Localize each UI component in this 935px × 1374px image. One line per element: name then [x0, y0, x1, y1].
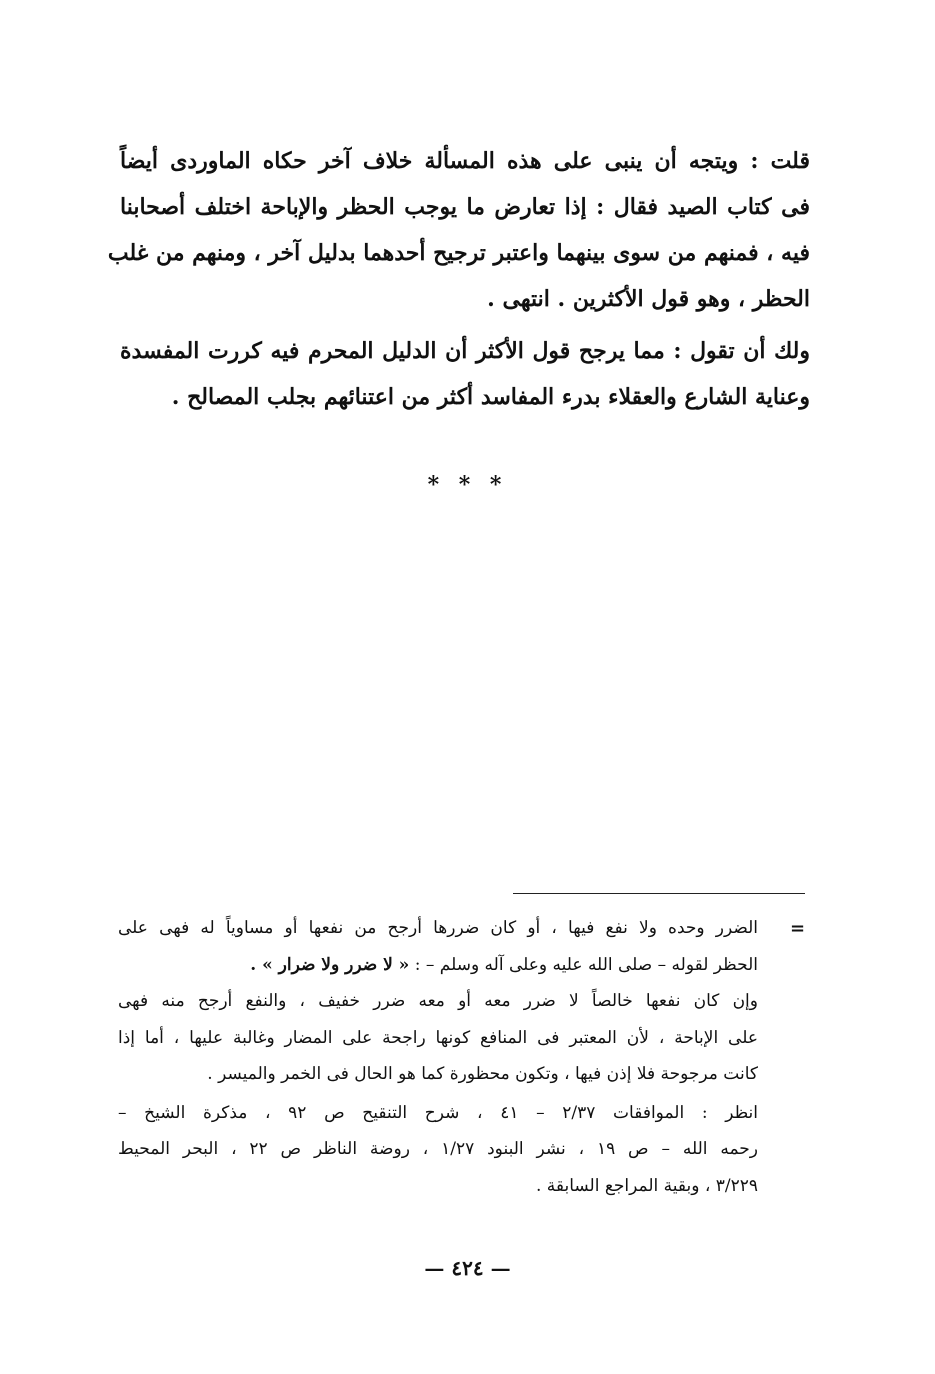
footnote-line: وإن كان نفعها خالصاً لا ضرر معه أو معه ضرر خفيف ، والنفع أرجح منه فهى — [118, 991, 758, 1011]
footnote-reference-line: ٣/٢٢٩ ، وبقية المراجع السابقة . — [535, 1175, 758, 1196]
footnote-line: كانت مرجوحة فلا إذن فيها ، وتكون محظورة كما هو الحال فى الخمر والميسر . — [207, 1064, 758, 1084]
paragraph-1 — [107, 138, 810, 322]
section-ornament: * * * — [427, 472, 508, 498]
text-line: قلت : ويتجه أن ينبى على هذه المسألة خلاف آخر حكاه الماوردى أيضاً — [120, 148, 810, 174]
text-line: ولك أن تقول : مما يرجح قول الأكثر أن الدليل المحرم فيه كررت المفسدة — [120, 338, 810, 364]
text-line: فيه ، فمنهم من سوى بينهما واعتبر ترجيح أحدهما بدليل آخر ، ومنهم من غلب — [107, 240, 810, 266]
page-number: — ٤٢٤ — — [424, 1256, 511, 1280]
footnote-line: على الإباحة ، لأن المعتبر فى المنافع كونها راجحة على المضار وغالبة عليها ، أما إذا — [118, 1027, 758, 1048]
footnote-divider — [513, 893, 805, 894]
footnote-text: الحظر لقوله – صلى الله عليه وعلى آله وسلم – : — [414, 954, 758, 975]
footnote-reference-line: رحمه الله – ص ١٩ ، نشر البنود ١/٢٧ ، روضة الناظر ص ٢٢ ، البحر المحيط — [118, 1139, 758, 1159]
footnote-reference-line: انظر : الموافقات ٢/٣٧ – ٤١ ، شرح التنقيح ص ٩٢ ، مذكرة الشيخ – — [118, 1102, 758, 1123]
footnote-continuation-marker: = — [790, 918, 806, 939]
text-line: وعناية الشارع والعقلاء بدرء المفاسد أكثر من اعتنائهم بجلب المصالح . — [171, 384, 810, 410]
footnote-line: الضرر وحده ولا نفع فيها ، أو كان ضررها أرجح من نفعها أو مساوياً له فهى على — [118, 918, 758, 938]
hadith-quote: « لا ضرر ولا ضرار » . — [250, 954, 410, 975]
text-line: فى كتاب الصيد فقال : إذا تعارض ما يوجب الحظر والإباحة اختلف أصحابنا — [120, 194, 810, 220]
main-text — [107, 138, 810, 420]
footnote-block — [118, 910, 758, 1204]
text-line: الحظر ، وهو قول الأكثرين . انتهى . — [487, 286, 810, 312]
footnote-line — [118, 947, 758, 984]
paragraph-2 — [120, 328, 810, 420]
